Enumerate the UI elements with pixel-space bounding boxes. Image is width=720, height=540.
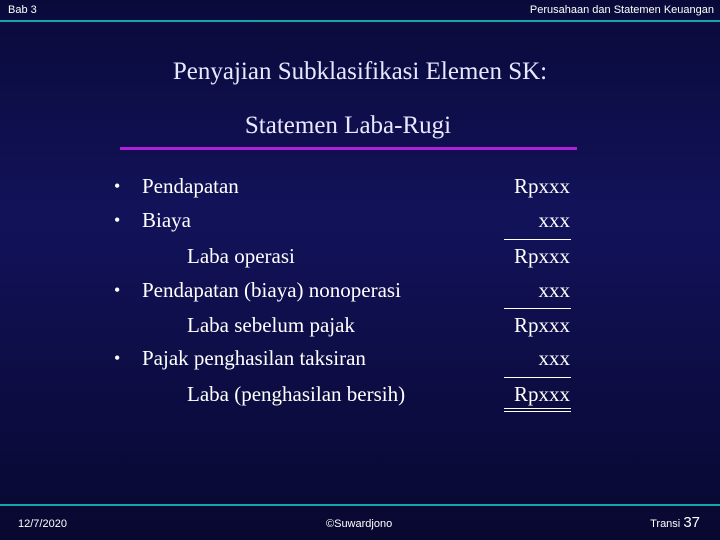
amount-revenue: Rpxxx (513, 174, 570, 198)
slide-title: Penyajian Subklasifikasi Elemen SK: (172, 58, 548, 85)
header-topic: Perusahaan dan Statemen Keuangan (529, 4, 714, 16)
amount-pretax-income: Rpxxx (513, 313, 570, 337)
header-divider (0, 20, 720, 22)
slide-number (650, 514, 700, 531)
subtotal-rule (504, 308, 571, 309)
footer-divider (0, 504, 720, 506)
bullet-icon: • (114, 280, 121, 300)
bullet-icon: • (114, 210, 121, 230)
line-label-operating-income: Laba operasi (187, 244, 295, 268)
amount-nonoperating: xxx (538, 278, 570, 302)
subtotal-rule (504, 239, 571, 240)
amount-net-income: Rpxxx (513, 382, 570, 406)
line-label-revenue: Pendapatan (142, 174, 239, 198)
title-underline (120, 147, 577, 150)
bullet-icon: • (114, 348, 121, 368)
amount-expenses: xxx (538, 208, 570, 232)
footer-date: 12/7/2020 (18, 518, 67, 530)
bullet-icon: • (114, 176, 121, 196)
footer-copyright: ©Suwardjono (326, 518, 393, 530)
subtotal-rule (504, 377, 571, 378)
slide-number-value: 37 (683, 514, 700, 531)
amount-operating-income: Rpxxx (513, 244, 570, 268)
header-chapter: Bab 3 (8, 4, 37, 16)
total-double-rule (504, 408, 571, 412)
line-label-net-income: Laba (penghasilan bersih) (187, 382, 406, 406)
slide-label: Transi (650, 518, 681, 530)
line-label-pretax-income: Laba sebelum pajak (187, 313, 355, 337)
slide-subtitle: Statemen Laba-Rugi (244, 112, 452, 139)
amount-income-tax: xxx (538, 346, 570, 370)
line-label-expenses: Biaya (142, 208, 191, 232)
line-label-income-tax: Pajak penghasilan taksiran (142, 346, 366, 370)
line-label-nonoperating: Pendapatan (biaya) nonoperasi (142, 278, 401, 302)
